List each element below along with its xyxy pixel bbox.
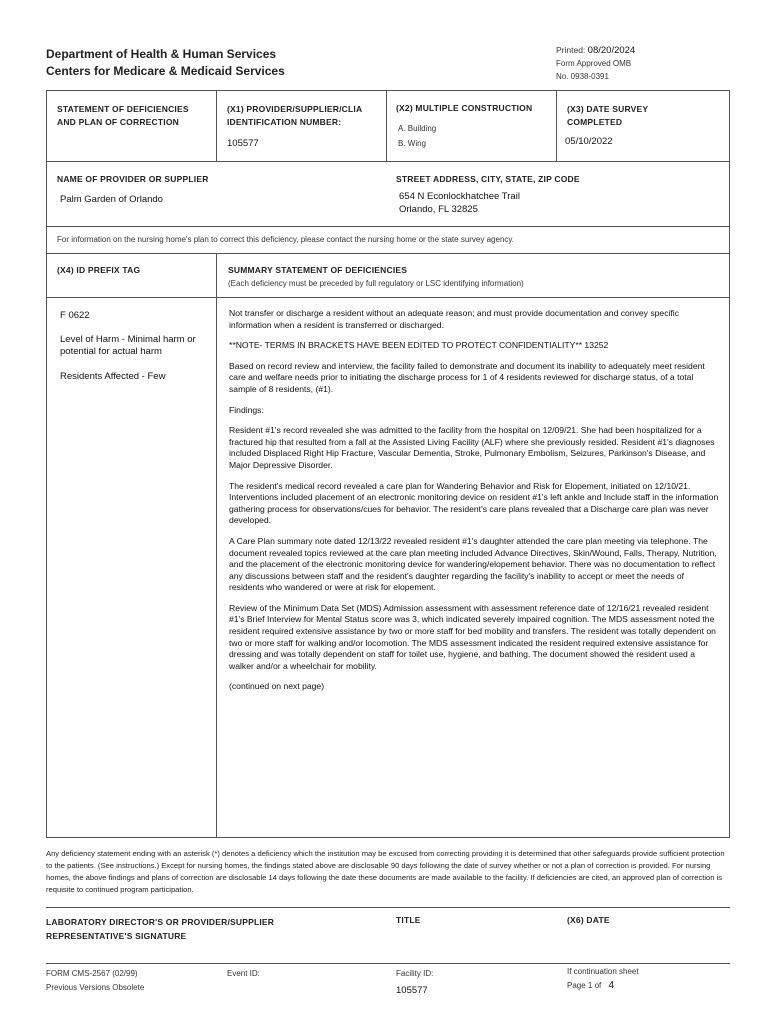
finding-paragraph: Review of the Minimum Data Set (MDS) Admission assessment with assessment reference date of 12/16/21 revealed resident #1's Brief Interview for Mental Status score was 3, which indicated severely impaired cognition. The MDS assessment noted the resident required extensive assistance by two or more staff for bed mobility and transfers. The resident was totally dependent on two or more staff for walking and/or locomotion. The MDS assessment indicated the resident required extensive assistance for dressing and was totally dependent on staff for toilet use, hygiene, and bathing. The document showed the resident used a walker and/or a wheelchair for mobility.	[229, 602, 716, 671]
agency-line-2: Centers for Medicare & Medicaid Services	[46, 64, 285, 78]
divider	[46, 963, 730, 964]
page-total: 4	[608, 980, 615, 991]
divider	[46, 161, 730, 162]
x3-value: 05/10/2022	[565, 136, 613, 147]
continuation-label: If continuation sheet	[567, 967, 639, 976]
address-line-2: Orlando, FL 32825	[399, 204, 478, 215]
deficiency-tag: F 0622	[60, 310, 90, 321]
findings-body	[229, 308, 721, 702]
prefix-tag-label: (X4) ID PREFIX TAG	[57, 265, 141, 275]
divider	[46, 226, 730, 227]
facility-id-label: Facility ID:	[396, 969, 434, 978]
event-id-label: Event ID:	[227, 969, 260, 978]
residents-affected: Residents Affected - Few	[60, 371, 166, 382]
signature-label: LABORATORY DIRECTOR'S OR PROVIDER/SUPPLIER REPRESENTATIVE'S SIGNATURE	[46, 917, 275, 941]
form-number: FORM CMS-2567 (02/99)	[46, 969, 138, 978]
finding-paragraph: A Care Plan summary note dated 12/13/22 revealed resident #1's daughter attended the care plan meeting via telephone. The document revealed topics reviewed at the care plan meeting included Advance Directives, Skin/Wound, Falls, Therapy, Nutrition, and the placement of the electronic monitoring device for wandering/elopement behavior. There was no documentation to reflect any discussions between staff and the resident's daughter regarding the facility's inability to accept or meet the needs of residents who wandered or were at risk for elopement.	[229, 535, 717, 593]
summary-label: SUMMARY STATEMENT OF DEFICIENCIES	[228, 265, 408, 275]
x1-value: 105577	[227, 138, 259, 149]
finding-paragraph: Findings:	[229, 404, 264, 415]
previous-versions: Previous Versions Obsolete	[46, 983, 145, 992]
disclaimer: Any deficiency statement ending with an asterisk (*) denotes a deficiency which the institution may be excused from correcting providing it is determined that other safeguards provide sufficient protection to the patients. (See instructions.) Except for nursing homes, the findings stated above are disclosable 90 days following the date of survey whether or not a plan of correction is provided. For nursing homes, the above findings and plans of correction are disclosable 14 days following the date these documents are made available to the facility. If deficiencies are cited, an approved plan of correction is requisite to continued program participation.	[46, 849, 725, 894]
address-label: STREET ADDRESS, CITY, STATE, ZIP CODE	[396, 174, 580, 184]
form-approved: Form Approved OMB	[556, 59, 632, 68]
finding-paragraph: Based on record review and interview, the facility failed to demonstrate and document its inability to adequately meet resident care and welfare needs prior to initiating the discharge process for 1 of 4 residents reviewed for discharge status, of a total sample of 8 residents, (#1).	[229, 360, 705, 394]
finding-paragraph: **NOTE- TERMS IN BRACKETS HAVE BEEN EDITED TO PROTECT CONFIDENTIALITY** 13252	[229, 340, 609, 351]
page-indicator	[567, 980, 614, 991]
info-line: For information on the nursing home's plan to correct this deficiency, please contact the nursing home or the state survey agency.	[57, 235, 515, 244]
agency-line-1: Department of Health & Human Services	[46, 47, 277, 61]
page-label: Page 1 of	[567, 981, 602, 990]
statement-label: STATEMENT OF DEFICIENCIES AND PLAN OF CORRECTION	[57, 104, 189, 127]
finding-paragraph: Resident #1's record revealed she was admitted to the facility from the hospital on 12/09/21. She had been hospitalized for a fractured hip that resulted from a fall at the Assisted Living Facility (ALF) where she previously resided. Resident #1's diagnoses included Displaced Right Hip Fracture, Vascular Dementia, Stroke, Pulmonary Embolism, Seizures, Parkinson's Disease, and Major Depressive Disorder.	[229, 425, 715, 470]
divider	[386, 90, 387, 161]
printed-label: Printed:	[556, 45, 586, 55]
column-divider	[216, 253, 217, 838]
summary-sublabel: (Each deficiency must be preceded by full regulatory or LSC identifying information)	[228, 279, 524, 288]
x2-wing: B. Wing	[398, 139, 427, 148]
level-of-harm: Level of Harm - Minimal harm or potential for actual harm	[60, 334, 196, 357]
x1-label: (X1) PROVIDER/SUPPLIER/CLIA IDENTIFICATION NUMBER:	[227, 104, 363, 127]
provider-name-label: NAME OF PROVIDER OR SUPPLIER	[57, 174, 209, 184]
facility-id-value: 105577	[396, 985, 428, 996]
divider	[46, 253, 730, 254]
divider	[46, 907, 730, 908]
x2-building: A. Building	[398, 124, 437, 133]
continued-note: (continued on next page)	[229, 681, 325, 692]
printed-info	[556, 45, 635, 56]
finding-paragraph: The resident's medical record revealed a care plan for Wandering Behavior and Risk for Elopement, initiated on 12/10/21. Interventions included placement of an electronic monitoring device on resident #1's left ankle and Include staff in the information gathering process for observations/cues for behavior. The resident's care plans revealed that a Discharge care plan was never developed.	[229, 480, 719, 526]
finding-paragraph: Not transfer or discharge a resident without an adequate reason; and must provide documentation and convey specific information when a resident is transferred or discharged.	[229, 308, 680, 330]
divider	[556, 90, 557, 161]
x2-label: (X2) MULTIPLE CONSTRUCTION	[396, 103, 533, 113]
printed-date: 08/20/2024	[587, 45, 636, 56]
divider	[46, 297, 730, 298]
omb-number: No. 0938-0391	[556, 72, 609, 81]
date-label: (X6) DATE	[567, 915, 610, 925]
address-line-1: 654 N Econlockhatchee Trail	[399, 191, 520, 202]
divider	[216, 90, 217, 161]
provider-name-value: Palm Garden of Orlando	[60, 194, 163, 205]
title-label: TITLE	[396, 915, 421, 925]
x3-label: (X3) DATE SURVEY COMPLETED	[567, 104, 649, 127]
